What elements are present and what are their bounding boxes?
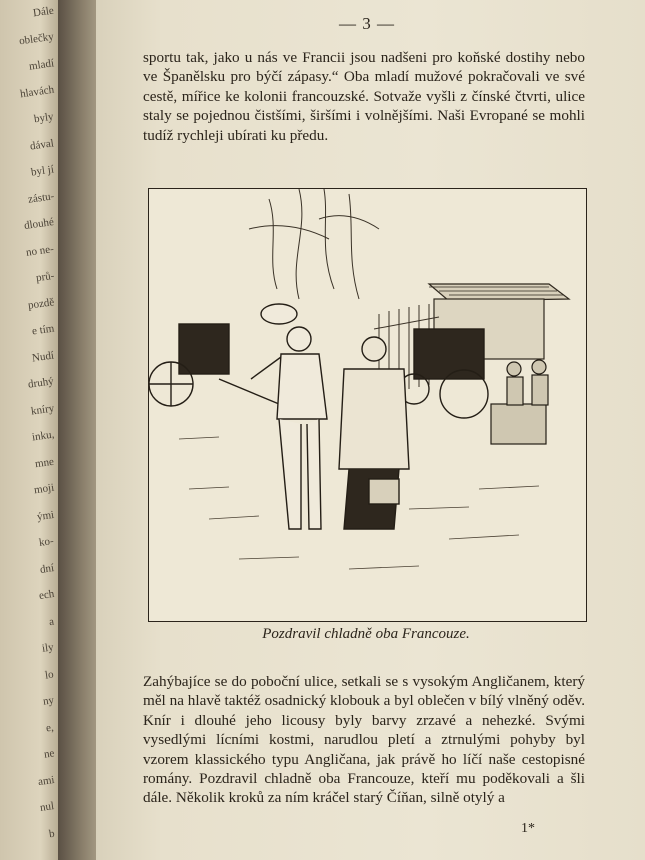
- left-page-word: prů-: [34, 269, 55, 285]
- left-page-word: ny: [42, 694, 55, 708]
- left-page-word: pozdě: [27, 295, 55, 312]
- left-page-word: e,: [45, 721, 55, 734]
- page-number: — 3 —: [339, 14, 395, 33]
- left-page-word: byly: [33, 110, 55, 126]
- left-page-word: nul: [39, 800, 55, 814]
- engraving-illustration: [148, 188, 587, 622]
- left-page-word: ko-: [38, 535, 55, 549]
- book-page: [96, 0, 645, 860]
- left-page-word: zástu-: [27, 189, 55, 206]
- left-page-word: mladí: [28, 57, 55, 73]
- left-page-word: druhý: [27, 375, 55, 391]
- left-page-word: ech: [37, 587, 55, 603]
- left-page-word: dával: [29, 136, 55, 153]
- left-page-word: dlouhé: [23, 215, 55, 233]
- left-page-word: kníry: [30, 401, 55, 418]
- left-page-word: ily: [41, 641, 55, 655]
- left-page-word: e tím: [30, 322, 55, 338]
- paragraph-top: sportu tak, jako u nás ve Francii jsou nadšeni pro koňské dostihy nebo ve Španělsku pro býčí zápasy.“ Oba mladí mužové pokračovali ve své cestě, mířice ke kolonii francouzské. Sotvaže vyšli z čínské čtvrti, ulice staly se pojednou čistšími, širšími i volnějšími. Naši Evropané se mohli tudíž rychleji ubírati ku předu.: [143, 49, 585, 144]
- left-page-word: mne: [34, 455, 55, 470]
- left-page-word: ami: [36, 773, 55, 788]
- illustration-caption: Pozdravil chladně oba Francouze.: [262, 626, 470, 642]
- signature-mark: 1*: [521, 821, 535, 836]
- left-page-word: oblečky: [18, 30, 55, 47]
- left-page-word: dní: [39, 561, 55, 576]
- left-page-word: Dále: [32, 4, 55, 20]
- left-page-word: ými: [36, 508, 55, 523]
- left-page-word: Nudí: [31, 349, 55, 364]
- left-page-word: moji: [33, 481, 55, 497]
- left-page-word: lo: [44, 667, 55, 682]
- left-page-word: ne: [42, 747, 55, 761]
- left-page-word: byl jí: [30, 163, 55, 179]
- left-page-word: hlavách: [19, 83, 55, 100]
- left-page-fragment: [0, 0, 58, 860]
- left-page-word: b: [47, 827, 55, 840]
- left-page-word: a: [48, 615, 55, 628]
- left-page-word: inku,: [30, 428, 55, 444]
- left-page-word: no ne-: [25, 242, 55, 259]
- paragraph-bottom: Zahýbajíce se do poboční ulice, setkali se s vysokým Angličanem, který měl na hlavě taktéž osadnický klobouk a byl oblečen v bílý vlněný oděv. Knír i dlouhé jeho licousy byly barvy zrzavé a nehezké. Svými vysedlými lícními kostmi, narudlou pletí a ztrnulými pohyby byl vzorem klassického typu Angličana, jak právě ho líčí naše cestopisné romány. Pozdravil chladně oba Francouze, kteří mu poděkovali a šli dále. Několik kroků za ním kráčel starý Číňan, silně otylý a: [143, 673, 585, 807]
